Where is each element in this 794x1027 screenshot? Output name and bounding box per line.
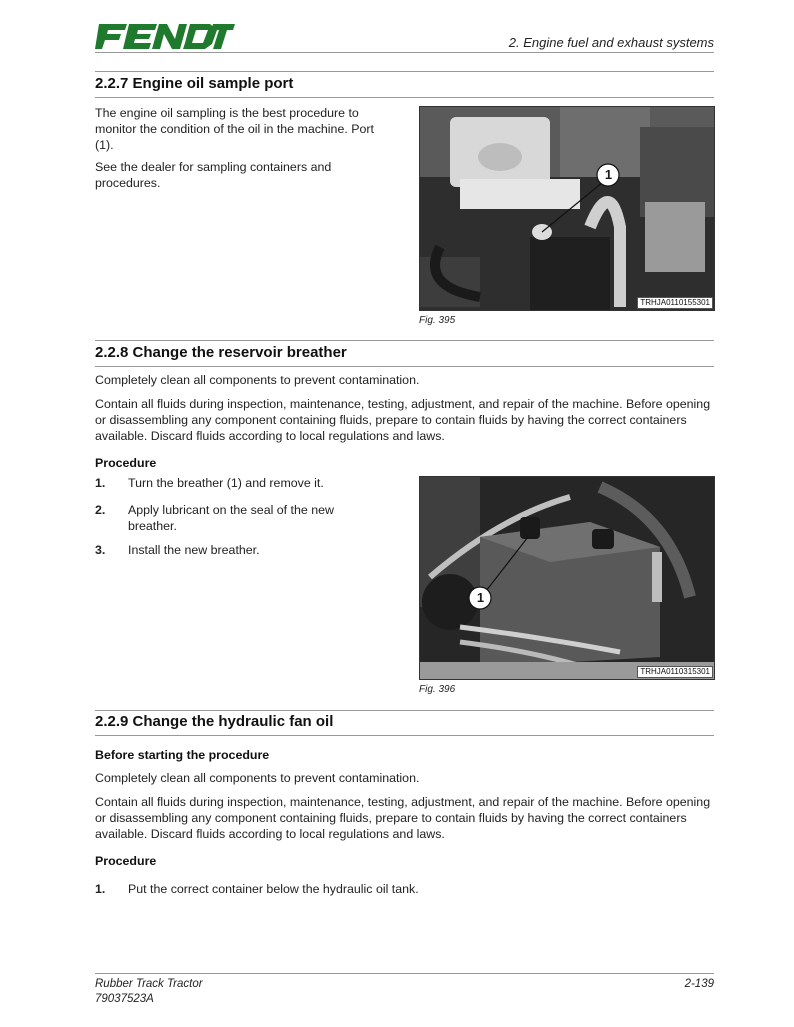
reservoir-photo [420,477,714,679]
paragraph: Completely clean all components to prevent contamination. [95,771,420,785]
step-text: Install the new breather. [128,543,260,557]
step-text: Turn the breather (1) and remove it. [128,476,324,490]
step-number: 1. [95,882,106,896]
section-heading-2-2-9: 2.2.9 Change the hydraulic fan oil [95,713,334,730]
footer-doc-number: 79037523A [95,993,154,1005]
procedure-label: Procedure [95,456,157,470]
paragraph: See the dealer for sampling containers and procedures. [95,160,332,190]
section-rule [95,366,714,367]
step-text: Apply lubricant on the seal of the new breather. [128,503,334,533]
engine-photo [420,107,714,310]
figure-code: TRHJA0110155301 [637,297,713,309]
figure-code: TRHJA0110315301 [637,666,713,678]
procedure-label: Procedure [95,854,157,868]
section-rule [95,340,714,341]
figure-reservoir-breather [419,476,715,680]
figure-engine-oil-sample-port [419,106,715,311]
footer-title: Rubber Track Tractor [95,978,203,990]
step-number: 1. [95,476,106,490]
section-heading-2-2-7: 2.2.7 Engine oil sample port [95,75,294,92]
section-rule [95,735,714,736]
paragraph: Contain all fluids during inspection, maintenance, testing, adjustment, and repair of the machine. Before opening or disassembling any component containing fluids, prepare to contain fluids by having the correct containers available. Discard fluids according to local regulations and laws. [95,795,711,841]
step-text: Put the correct container below the hydraulic oil tank. [128,882,419,896]
page-number: 2-139 [684,978,714,990]
callout-1: 1 [476,590,485,605]
section-heading-2-2-8: 2.2.8 Change the reservoir breather [95,344,347,361]
callout-1: 1 [604,167,613,182]
header-rule [95,52,714,53]
paragraph: The engine oil sampling is the best procedure to monitor the condition of the oil in the machine. Port (1). [95,106,374,152]
figure-caption: Fig. 396 [419,684,456,695]
figure-caption: Fig. 395 [419,315,456,326]
paragraph: Completely clean all components to prevent contamination. [95,373,420,387]
step-number: 2. [95,503,106,517]
fendt-logo [95,22,235,50]
section-rule [95,97,714,98]
paragraph: Contain all fluids during inspection, maintenance, testing, adjustment, and repair of the machine. Before opening or disassembling any component containing fluids, prepare to contain fluids by having the correct containers available. Discard fluids according to local regulations and laws. [95,397,711,443]
footer-rule [95,973,714,974]
before-starting-label: Before starting the procedure [95,748,270,762]
chapter-title: 2. Engine fuel and exhaust systems [508,35,714,50]
section-rule [95,710,714,711]
section-rule [95,71,714,72]
step-number: 3. [95,543,106,557]
